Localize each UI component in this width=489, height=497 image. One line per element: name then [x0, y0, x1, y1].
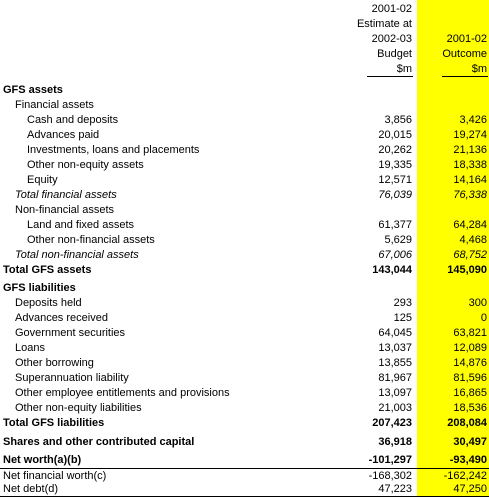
table-row — [0, 453, 489, 468]
outcome-value: 14,876 — [453, 357, 487, 369]
row-label: Total GFS liabilities — [3, 417, 105, 429]
outcome-value: 4,468 — [459, 234, 487, 246]
estimate-value: 19,335 — [378, 159, 412, 171]
table-row — [0, 248, 489, 263]
estimate-value: 20,262 — [378, 144, 412, 156]
row-label: Loans — [15, 342, 45, 354]
table-row — [0, 482, 489, 497]
table-row — [0, 128, 489, 143]
header-col2-unit: $m — [471, 63, 487, 75]
table-row — [0, 296, 489, 311]
outcome-value: -162,242 — [443, 470, 487, 482]
outcome-value: 30,497 — [453, 436, 487, 448]
row-label: Other borrowing — [15, 357, 94, 369]
estimate-value: 13,855 — [378, 357, 412, 369]
outcome-value: 300 — [468, 297, 487, 309]
table-row — [0, 416, 489, 431]
estimate-value: 21,003 — [378, 402, 412, 414]
row-label: Other non-equity assets — [27, 159, 144, 171]
table-row — [0, 203, 489, 218]
header-col1-line4: Budget — [377, 48, 412, 60]
estimate-value: 5,629 — [384, 234, 412, 246]
estimate-value: 125 — [393, 312, 412, 324]
header-col2-line1: 2001-02 — [446, 33, 487, 45]
row-label: Other employee entitlements and provisions — [15, 387, 230, 399]
table-row — [0, 281, 489, 296]
table-row — [0, 371, 489, 386]
outcome-value: 81,596 — [453, 372, 487, 384]
row-label: Non-financial assets — [15, 204, 115, 216]
row-label: Advances received — [15, 312, 108, 324]
row-label: Equity — [27, 174, 58, 186]
outcome-value: 19,274 — [453, 129, 487, 141]
estimate-value: 143,044 — [372, 264, 412, 276]
outcome-value: 18,536 — [453, 402, 487, 414]
estimate-value: 76,039 — [378, 189, 412, 201]
outcome-value: 3,426 — [459, 114, 487, 126]
table-row — [0, 341, 489, 356]
table-row — [0, 143, 489, 158]
header-row-4 — [0, 47, 489, 62]
row-label: Total financial assets — [15, 189, 117, 201]
estimate-value: 13,037 — [378, 342, 412, 354]
outcome-value: -93,490 — [449, 454, 487, 466]
row-label: Net debt(d) — [3, 483, 59, 495]
estimate-value: 13,097 — [378, 387, 412, 399]
estimate-value: 36,918 — [378, 436, 412, 448]
outcome-value: 16,865 — [453, 387, 487, 399]
row-label: Investments, loans and placements — [27, 144, 200, 156]
table-row — [0, 173, 489, 188]
row-label: Net worth(a)(b) — [3, 454, 82, 466]
estimate-value: 67,006 — [378, 249, 412, 261]
outcome-value: 21,136 — [453, 144, 487, 156]
estimate-value: 20,015 — [378, 129, 412, 141]
row-label: Shares and other contributed capital — [3, 436, 195, 448]
estimate-value: 293 — [393, 297, 412, 309]
outcome-value: 12,089 — [453, 342, 487, 354]
estimate-value: 3,856 — [384, 114, 412, 126]
outcome-value: 145,090 — [447, 264, 487, 276]
header-underline-col2 — [442, 76, 488, 77]
outcome-value: 14,164 — [453, 174, 487, 186]
estimate-value: 207,423 — [372, 417, 412, 429]
table-row — [0, 83, 489, 98]
outcome-value: 68,752 — [453, 249, 487, 261]
table-row — [0, 158, 489, 173]
table-row — [0, 113, 489, 128]
outcome-value: 76,338 — [453, 189, 487, 201]
table-row — [0, 356, 489, 371]
header-col1-line3: 2002-03 — [371, 33, 412, 45]
row-label: Other non-equity liabilities — [15, 402, 142, 414]
estimate-value: 47,223 — [378, 483, 412, 495]
row-label: GFS liabilities — [3, 282, 76, 294]
table-row — [0, 98, 489, 113]
header-underline-col1 — [367, 76, 413, 77]
header-col1-unit: $m — [396, 63, 412, 75]
row-label: Deposits held — [15, 297, 82, 309]
estimate-value: 12,571 — [378, 174, 412, 186]
estimate-value: 64,045 — [378, 327, 412, 339]
header-col1-line1: 2001-02 — [371, 3, 412, 15]
table-row — [0, 263, 489, 278]
header-row-3 — [0, 32, 489, 47]
outcome-value: 63,821 — [453, 327, 487, 339]
table-row — [0, 188, 489, 203]
estimate-value: -101,297 — [368, 454, 412, 466]
row-label: Cash and deposits — [27, 114, 119, 126]
header-row-2 — [0, 17, 489, 32]
outcome-value: 47,250 — [453, 483, 487, 495]
header-col1-line2: Estimate at — [356, 18, 412, 30]
header-col2-line2: Outcome — [442, 48, 487, 60]
outcome-value: 208,084 — [447, 417, 487, 429]
header-row-5 — [0, 62, 489, 77]
table-row — [0, 401, 489, 416]
table-row — [0, 218, 489, 233]
outcome-value: 0 — [480, 312, 487, 324]
row-label: Total non-financial assets — [15, 249, 139, 261]
outcome-value: 18,338 — [453, 159, 487, 171]
row-label: Superannuation liability — [15, 372, 129, 384]
outcome-value: 64,284 — [453, 219, 487, 231]
row-label: Government securities — [15, 327, 126, 339]
header-row-1 — [0, 2, 489, 17]
row-label: Land and fixed assets — [27, 219, 135, 231]
table-row — [0, 435, 489, 450]
table-row — [0, 233, 489, 248]
table-row — [0, 311, 489, 326]
row-label: Other non-financial assets — [27, 234, 155, 246]
row-label: Net financial worth(c) — [3, 470, 107, 482]
row-label: Total GFS assets — [3, 264, 92, 276]
table-row — [0, 326, 489, 341]
estimate-value: -168,302 — [368, 470, 412, 482]
table-row — [0, 386, 489, 401]
row-label: Advances paid — [27, 129, 100, 141]
estimate-value: 61,377 — [378, 219, 412, 231]
estimate-value: 81,967 — [378, 372, 412, 384]
row-label: GFS assets — [3, 84, 63, 96]
row-label: Financial assets — [15, 99, 94, 111]
